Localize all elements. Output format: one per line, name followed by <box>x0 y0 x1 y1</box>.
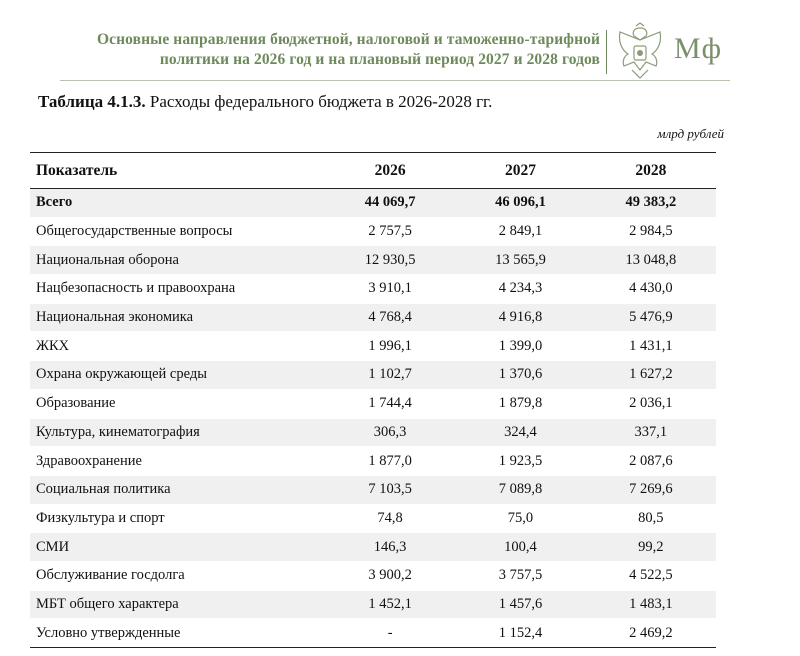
cell-2027: 7 089,8 <box>455 475 585 504</box>
cell-2028: 13 048,8 <box>586 246 716 275</box>
table-row <box>30 217 716 246</box>
cell-indicator: Национальная экономика <box>30 303 325 332</box>
cell-2028: 2 469,2 <box>586 619 716 648</box>
cell-2026: 1 996,1 <box>325 332 455 361</box>
cell-2027: 1 152,4 <box>455 619 585 648</box>
cell-indicator: МБТ общего характера <box>30 590 325 619</box>
table-row <box>30 246 716 275</box>
cell-2028: 2 984,5 <box>586 217 716 246</box>
cell-indicator: Образование <box>30 389 325 418</box>
cell-2026: 306,3 <box>325 418 455 447</box>
header-title-line2: политики на 2026 год и на плановый период 2027 и 2028 годов <box>159 51 600 68</box>
cell-indicator: ЖКХ <box>30 332 325 361</box>
table-row <box>30 504 716 533</box>
table-number: Таблица 4.1.3. <box>38 92 146 111</box>
table-row <box>30 447 716 476</box>
column-header-2026: 2026 <box>325 153 455 189</box>
cell-indicator: Условно утвержденные <box>30 619 325 648</box>
header-divider <box>606 30 607 74</box>
cell-2026: 74,8 <box>325 504 455 533</box>
cell-indicator: Социальная политика <box>30 475 325 504</box>
cell-2026: 1 877,0 <box>325 447 455 476</box>
table-row <box>30 361 716 390</box>
cell-2028: 4 430,0 <box>586 275 716 304</box>
cell-indicator: СМИ <box>30 533 325 562</box>
cell-2027: 1 370,6 <box>455 361 585 390</box>
column-header-indicator: Показатель <box>30 153 325 189</box>
table-row <box>30 389 716 418</box>
cell-2028: 80,5 <box>586 504 716 533</box>
cell-2027: 1 457,6 <box>455 590 585 619</box>
header-title <box>97 30 600 70</box>
cell-2028: 1 431,1 <box>586 332 716 361</box>
cell-indicator: Обслуживание госдолга <box>30 561 325 590</box>
cell-2027: 3 757,5 <box>455 561 585 590</box>
table-row <box>30 332 716 361</box>
cell-2026: 3 910,1 <box>325 275 455 304</box>
table-row <box>30 418 716 447</box>
cell-2028: 1 483,1 <box>586 590 716 619</box>
table-title <box>38 92 492 112</box>
table-header-row <box>30 153 716 189</box>
cell-2026: 7 103,5 <box>325 475 455 504</box>
cell-2026: 12 930,5 <box>325 246 455 275</box>
cell-2028: 49 383,2 <box>586 189 716 218</box>
cell-2028: 2 087,6 <box>586 447 716 476</box>
cell-2028: 4 522,5 <box>586 561 716 590</box>
cell-2028: 337,1 <box>586 418 716 447</box>
table-row <box>30 590 716 619</box>
coat-of-arms-icon <box>612 22 668 80</box>
cell-2028: 7 269,6 <box>586 475 716 504</box>
table-body <box>30 189 716 648</box>
cell-2026: 3 900,2 <box>325 561 455 590</box>
cell-2028: 5 476,9 <box>586 303 716 332</box>
table-row <box>30 189 716 218</box>
cell-2027: 4 916,8 <box>455 303 585 332</box>
table-row <box>30 533 716 562</box>
cell-2027: 324,4 <box>455 418 585 447</box>
unit-label: млрд рублей <box>657 126 724 141</box>
cell-2026: - <box>325 619 455 648</box>
budget-table <box>30 152 716 648</box>
header-rule <box>60 80 730 81</box>
cell-indicator: Национальная оборона <box>30 246 325 275</box>
header-title-line1: Основные направления бюджетной, налоговой и таможенно-тарифной <box>97 31 600 48</box>
cell-2026: 1 102,7 <box>325 361 455 390</box>
cell-indicator: Культура, кинематография <box>30 418 325 447</box>
cell-2026: 4 768,4 <box>325 303 455 332</box>
cell-2027: 46 096,1 <box>455 189 585 218</box>
cell-indicator: Здравоохранение <box>30 447 325 476</box>
table-row <box>30 561 716 590</box>
cell-2027: 1 879,8 <box>455 389 585 418</box>
cell-2027: 2 849,1 <box>455 217 585 246</box>
cell-2026: 146,3 <box>325 533 455 562</box>
cell-2026: 44 069,7 <box>325 189 455 218</box>
document-header <box>0 22 800 82</box>
cell-indicator: Общегосударственные вопросы <box>30 217 325 246</box>
cell-2027: 4 234,3 <box>455 275 585 304</box>
cell-2028: 2 036,1 <box>586 389 716 418</box>
cell-indicator: Физкультура и спорт <box>30 504 325 533</box>
cell-2027: 13 565,9 <box>455 246 585 275</box>
cell-2027: 100,4 <box>455 533 585 562</box>
cell-2027: 1 399,0 <box>455 332 585 361</box>
cell-indicator: Нацбезопасность и правоохрана <box>30 275 325 304</box>
cell-2028: 99,2 <box>586 533 716 562</box>
table-row <box>30 475 716 504</box>
cell-2026: 2 757,5 <box>325 217 455 246</box>
ministry-logo: Мф <box>674 32 723 65</box>
cell-2028: 1 627,2 <box>586 361 716 390</box>
cell-indicator: Охрана окружающей среды <box>30 361 325 390</box>
table-row <box>30 303 716 332</box>
cell-2027: 1 923,5 <box>455 447 585 476</box>
cell-2026: 1 744,4 <box>325 389 455 418</box>
table-caption: Расходы федерального бюджета в 2026-2028 гг. <box>145 92 493 111</box>
table-row <box>30 619 716 648</box>
column-header-2028: 2028 <box>586 153 716 189</box>
column-header-2027: 2027 <box>455 153 585 189</box>
table-row <box>30 275 716 304</box>
cell-2027: 75,0 <box>455 504 585 533</box>
cell-indicator: Всего <box>30 189 325 218</box>
cell-2026: 1 452,1 <box>325 590 455 619</box>
